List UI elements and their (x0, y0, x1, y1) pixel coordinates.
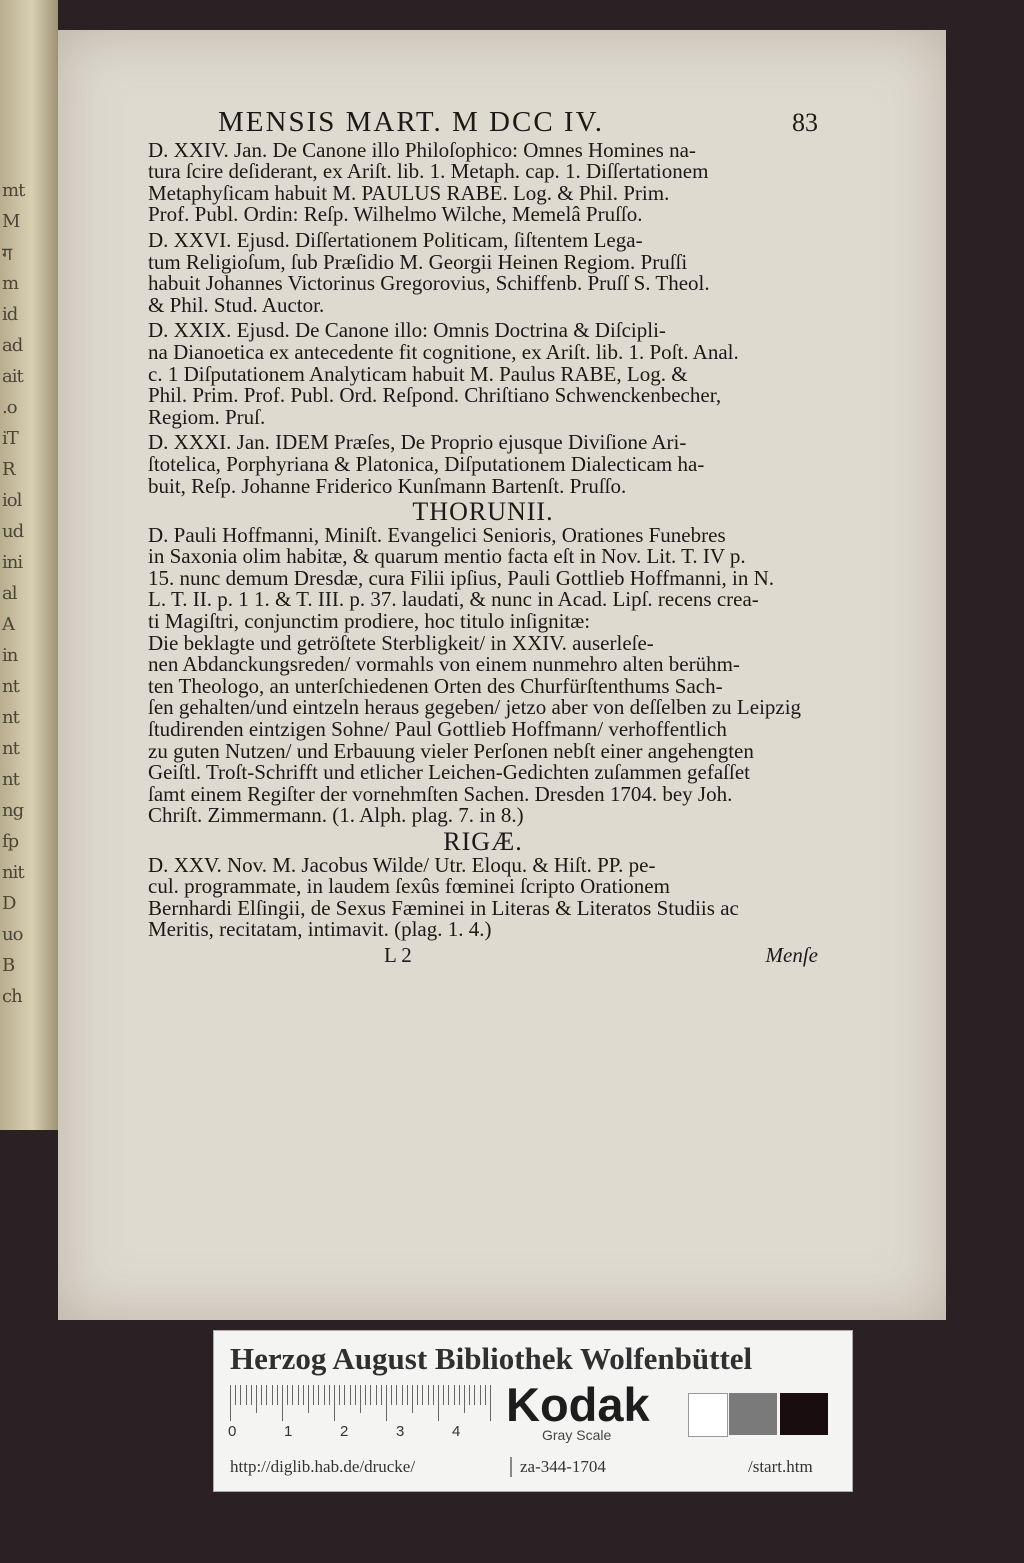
text-line: D. Pauli Hoffmanni, Miniſt. Evangelici Senioris, Orationes Funebres (148, 522, 726, 547)
text-line: ten Theologo, an unterſchiedenen Orten des Churfürſtenthums Sach- (148, 673, 723, 698)
ruler-number: 1 (284, 1423, 293, 1440)
ruler-tick (428, 1385, 429, 1405)
ruler-tick (329, 1385, 330, 1405)
document-page (58, 30, 946, 1320)
ruler-tick (459, 1385, 460, 1405)
entry-2 (148, 227, 818, 317)
left-page-fragment: nt (2, 707, 19, 728)
text-line: D. XXXI. Jan. IDEM Præſes, De Proprio ejusque Diviſione Ari- (148, 430, 687, 455)
ruler-tick (308, 1385, 309, 1413)
signature-mark: L 2 (384, 942, 412, 967)
ruler-tick (376, 1385, 377, 1405)
text-line: ti Magiſtri, conjunctim prodiere, hoc titulo inſignitæ: (148, 609, 591, 634)
ruler-tick (365, 1385, 366, 1405)
ruler-tick (485, 1385, 486, 1405)
ruler-tick (490, 1385, 491, 1421)
city-heading-riga: RIGÆ. (443, 827, 523, 856)
left-page-fragment: nt (2, 738, 19, 759)
city-heading-thorun: THORUNII. (412, 497, 554, 527)
entry-4 (148, 432, 818, 497)
ruler-number: 4 (452, 1423, 461, 1440)
left-facing-page-edge (0, 0, 58, 1130)
text-line: Meritis, recitatam, intimavit. (plag. 1. 4.) (148, 917, 492, 942)
ruler-tick (391, 1385, 392, 1405)
ruler-tick (251, 1385, 252, 1405)
running-header (148, 106, 818, 138)
text-line: nen Abdanckungsreden/ vormahls von einem nunmehro alten berühm- (148, 652, 740, 677)
ruler-tick (350, 1385, 351, 1405)
text-line: zu guten Nutzen/ und Erbauung vieler Perſonen nebſt einer angehengten (148, 738, 754, 763)
ruler-tick (417, 1385, 418, 1405)
ruler-tick (261, 1385, 262, 1405)
scale-ruler (230, 1385, 492, 1421)
text-line: cul. programmate, in laudem ſexûs fœminei ſcripto Orationem (148, 874, 670, 899)
text-line: ſen gehalten/und eintzeln heraus gegeben/ jetzo aber von deſſelben zu Leipzig (148, 695, 802, 720)
text-line: ſtotelica, Porphyriana & Platonica, Diſputationem Dialecticam ha- (148, 451, 705, 476)
text-line: D. XXV. Nov. M. Jacobus Wilde/ Utr. Eloqu. & Hiſt. PP. pe- (148, 852, 656, 877)
ruler-tick (412, 1385, 413, 1413)
left-page-fragment: mt (2, 180, 25, 201)
gray-scale-label: Gray Scale (542, 1427, 612, 1443)
text-line: 15. nunc demum Dresdæ, cura Filii ipſius, Pauli Gottlieb Hoffmanni, in N. (148, 565, 775, 590)
text-line: D. XXIV. Jan. De Canone illo Philoſophico: Omnes Homines na- (148, 137, 696, 162)
catchword: Menſe (765, 942, 818, 967)
left-page-fragment: iT (2, 428, 18, 449)
ruler-tick (266, 1385, 267, 1405)
ruler-tick (396, 1385, 397, 1405)
text-line: & Phil. Stud. Auctor. (148, 292, 325, 317)
ruler-tick (272, 1385, 273, 1405)
ruler-tick (407, 1385, 408, 1405)
ruler-tick (287, 1385, 288, 1405)
text-line: ſamt einem Regiſter der vornehmſten Sachen. Dresden 1704. bey Joh. (148, 781, 733, 806)
ruler-tick (443, 1385, 444, 1405)
text-line: Regiom. Pruſ. (148, 404, 266, 429)
left-page-fragment: A (2, 614, 14, 635)
ruler-number: 3 (396, 1423, 405, 1440)
left-page-fragment: m (2, 273, 19, 294)
left-page-fragment: ini (2, 552, 23, 573)
left-page-fragment: ch (2, 986, 22, 1007)
kodak-logo: Kodak (506, 1378, 650, 1431)
text-line: tura ſcire deſiderant, ex Ariſt. lib. 1. Metaph. cap. 1. Diſſertationem (148, 159, 709, 184)
ruler-tick (454, 1385, 455, 1405)
left-page-fragment: R (2, 459, 15, 480)
text-line: Geiſtl. Troſt-Schrifft und etlicher Leichen-Gedichten zuſammen gefaſſet (148, 760, 751, 785)
text-line: D. XXVI. Ejusd. Diſſertationem Politicam, ſiſtentem Lega- (148, 227, 643, 252)
text-line: Chriſt. Zimmermann. (1. Alph. plag. 7. in 8.) (148, 803, 524, 828)
ruler-number: 0 (228, 1423, 237, 1440)
ruler-tick (469, 1385, 470, 1405)
ruler-tick (386, 1385, 387, 1421)
ruler-tick (318, 1385, 319, 1405)
ruler-tick (464, 1385, 465, 1413)
left-page-fragment: ng (2, 800, 24, 821)
text-line: Prof. Publ. Ordin: Reſp. Wilhelmo Wilche, Memelâ Pruſſo. (148, 202, 643, 227)
ruler-tick (402, 1385, 403, 1405)
ruler-tick (422, 1385, 423, 1405)
left-page-fragment: ad (2, 335, 23, 356)
ruler-tick (292, 1385, 293, 1405)
ruler-tick (235, 1385, 236, 1405)
entry-thorun (148, 522, 818, 828)
left-page-fragment: uo (2, 924, 23, 945)
ruler-tick (360, 1385, 361, 1413)
left-page-fragment: iol (2, 490, 22, 511)
text-line: buit, Reſp. Johanne Friderico Kunſmann Bartenſt. Pruſſo. (148, 473, 627, 498)
ruler-tick (433, 1385, 434, 1405)
ruler-tick (246, 1385, 247, 1405)
shelfmark: za-344-1704 (510, 1457, 606, 1477)
page-number: 83 (792, 108, 818, 137)
ruler-tick (256, 1385, 257, 1413)
left-page-fragment: nt (2, 676, 19, 697)
left-page-fragment: M (2, 211, 20, 232)
ruler-tick (474, 1385, 475, 1405)
text-line: Die beklagte und getröſtete Sterbligkeit/ in XXIV. auserleſe- (148, 630, 654, 655)
entry-riga (148, 852, 818, 942)
ruler-tick (438, 1385, 439, 1421)
left-page-fragment: ग (2, 244, 12, 265)
ruler-tick (344, 1385, 345, 1405)
ruler-tick (277, 1385, 278, 1405)
ruler-tick (370, 1385, 371, 1405)
entry-3 (148, 320, 818, 428)
text-line: ſtudirenden eintzigen Sohne/ Paul Gottlieb Hoffmann/ verhoffentlich (148, 717, 727, 742)
page-title: MENSIS MART. M DCC IV. (218, 106, 605, 138)
left-page-fragment: in (2, 645, 18, 666)
left-page-fragment: .o (2, 397, 17, 418)
entry-1 (148, 137, 818, 227)
ruler-tick (230, 1385, 231, 1421)
left-page-fragment: nt (2, 769, 19, 790)
ruler-number: 2 (340, 1423, 349, 1440)
text-line: na Dianoetica ex antecedente fit cognitione, ex Ariſt. lib. 1. Poſt. Anal. (148, 339, 739, 364)
ruler-tick (448, 1385, 449, 1405)
text-line: Phil. Prim. Prof. Publ. Ord. Reſpond. Chriſtiano Schwenckenbecher, (148, 383, 722, 408)
text-line: Metaphyſicam habuit M. PAULUS RABE. Log. & Phil. Prim. (148, 180, 670, 205)
left-page-fragment: D (2, 893, 16, 914)
ruler-tick (303, 1385, 304, 1405)
text-line: c. 1 Diſputationem Analyticam habuit M. Paulus RABE, Log. & (148, 361, 688, 386)
color-target-card (213, 1330, 853, 1492)
ruler-tick (480, 1385, 481, 1405)
text-line: in Saxonia olim habitæ, & quarum mentio facta eſt in Nov. Lit. T. IV p. (148, 544, 746, 569)
left-page-fragment: id (2, 304, 18, 325)
gray-swatch (729, 1393, 777, 1435)
white-swatch (688, 1393, 728, 1437)
ruler-tick (339, 1385, 340, 1405)
ruler-tick (298, 1385, 299, 1405)
left-page-fragment: al (2, 583, 17, 604)
left-page-fragment: fp (2, 831, 19, 852)
text-line: L. T. II. p. 1 1. & T. III. p. 37. laudati, & nunc in Acad. Lipſ. recens crea- (148, 587, 759, 612)
black-swatch (780, 1393, 828, 1435)
left-page-fragment: nit (2, 862, 24, 883)
ruler-tick (282, 1385, 283, 1421)
page-footer (148, 942, 818, 967)
left-page-fragment: ait (2, 366, 23, 387)
ruler-tick (240, 1385, 241, 1405)
source-url: http://diglib.hab.de/drucke/ (230, 1457, 416, 1476)
text-line: habuit Johannes Victorinus Gregorovius, Schiffenb. Pruſſ S. Theol. (148, 271, 710, 296)
text-line: D. XXIX. Ejusd. De Canone illo: Omnis Doctrina & Diſcipli- (148, 318, 666, 343)
library-name: Herzog August Bibliothek Wolfenbüttel (230, 1341, 753, 1376)
ruler-tick (355, 1385, 356, 1405)
ruler-tick (313, 1385, 314, 1405)
start-path: /start.htm (748, 1457, 813, 1476)
text-line: Bernhardi Elſingii, de Sexus Fæminei in Literas & Literatos Studiis ac (148, 895, 739, 920)
ruler-tick (324, 1385, 325, 1405)
page-text-block (148, 106, 818, 967)
ruler-tick (334, 1385, 335, 1421)
ruler-tick (381, 1385, 382, 1405)
left-page-fragment: ud (2, 521, 24, 542)
text-line: tum Religioſum, ſub Præſidio M. Georgii Heinen Regiom. Pruſſi (148, 249, 688, 274)
left-page-fragment: B (2, 955, 15, 976)
